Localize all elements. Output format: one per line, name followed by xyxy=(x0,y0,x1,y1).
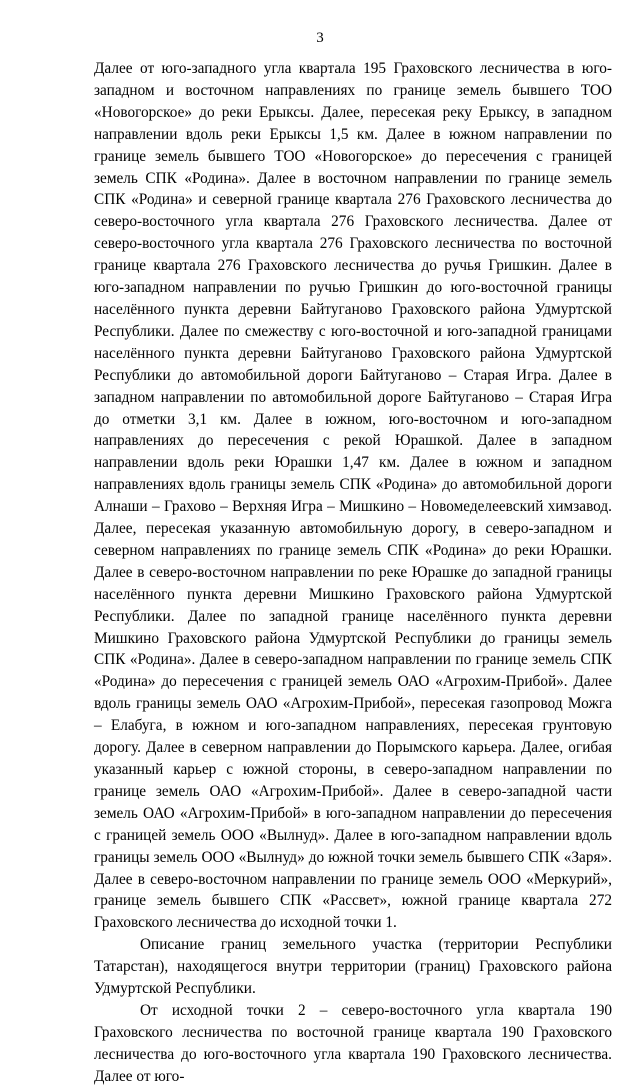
section-heading-paragraph: Описание границ земельного участка (территории Республики Татарстан), находящегося внутри территории (границ) Граховского района Удмуртской Республики. xyxy=(94,936,612,998)
boundary-description-paragraph: Далее от юго-западного угла квартала 195 Граховского лесничества в юго-западном и восточном направлениях по границе земель бывшего ТОО «Новогорское» до реки Ерыксы. Далее, пересекая реку Ерыксу, в западном направлении вдоль реки Ерыксы 1,5 км. Далее в южном направлении по границе земель бывшего ТОО «Новогорское» до пересечения с границей земель СПК «Родина». Далее в восточном направлении по границе земель СПК «Родина» и северной границе квартала 276 Граховского лесничества до северо-восточного угла квартала 276 Граховского лесничества. Далее от северо-восточного угла квартала 276 Граховского лесничества по восточной границе квартала 276 Граховского лесничества до ручья Гришкин. Далее в юго-западном направлении по ручью Гришкин до юго-восточной границы населённого пункта деревни Байтуганово Граховского района Удмуртской Республики. Далее по смежеству с юго-восточной и юго-западной границами населённого пункта деревни Байтуганово Граховского района Удмуртской Республики до автомобильной дороги Байтуганово – Старая Игра. Далее в западном направлении по автомобильной дороге Байтуганово – Старая Игра до отметки 3,1 км. Далее в южном, юго-восточном и юго-западном направлениях до пересечения с рекой Юрашкой. Далее в западном направлении вдоль реки Юрашки 1,47 км. Далее в южном и западном направлениях вдоль границы земель СПК «Родина» до автомобильной дороги Алнаши – Грахово – Верхняя Игра – Мишкино – Новомеделеевский химзавод. Далее, пересекая указанную автомобильную дорогу, в северо-западном и северном направлениях по границе земель СПК «Родина» до реки Юрашки. Далее в северо-восточном направлении по реке Юрашке до западной границы населённого пункта деревни Мишкино Граховского района Удмуртской Республики. Далее по западной границе населённого пункта деревни Мишкино Граховского района Удмуртской Республики до границы земель СПК «Родина». Далее в северо-западном направлении по границе земель СПК «Родина» до пересечения с границей земель ОАО «Агрохим-Прибой». Далее вдоль границы земель ОАО «Агрохим-Прибой», пересекая газопровод Можга – Елабуга, в южном и юго-западном направлениях, пересекая грунтовую дорогу. Далее в северном направлении до Порымского карьера. Далее, огибая указанный карьер с южной стороны, в северо-западном направлении по границе земель ОАО «Агрохим-Прибой». Далее в северо-западной части земель ОАО «Агрохим-Прибой» в юго-западном направлении до пересечения с границей земель ООО «Вылнуд». Далее в юго-западном направлении вдоль границы земель ООО «Вылнуд» до южной точки земель бывшего СПК «Заря». Далее в северо-восточном направлении по границе земель ООО «Меркурий», границе земель бывшего СПК «Рассвет», южной границе квартала 272 Граховского лесничества до исходной точки 1. xyxy=(94,60,612,932)
document-body xyxy=(94,58,612,1088)
page-number: 3 xyxy=(316,30,324,46)
boundary-start-paragraph: От исходной точки 2 – северо-восточного угла квартала 190 Граховского лесничества по восточной границе квартала 190 Граховского лесничества до юго-восточного угла квартала 190 Граховского лесничества. Далее от юго- xyxy=(94,1001,612,1085)
